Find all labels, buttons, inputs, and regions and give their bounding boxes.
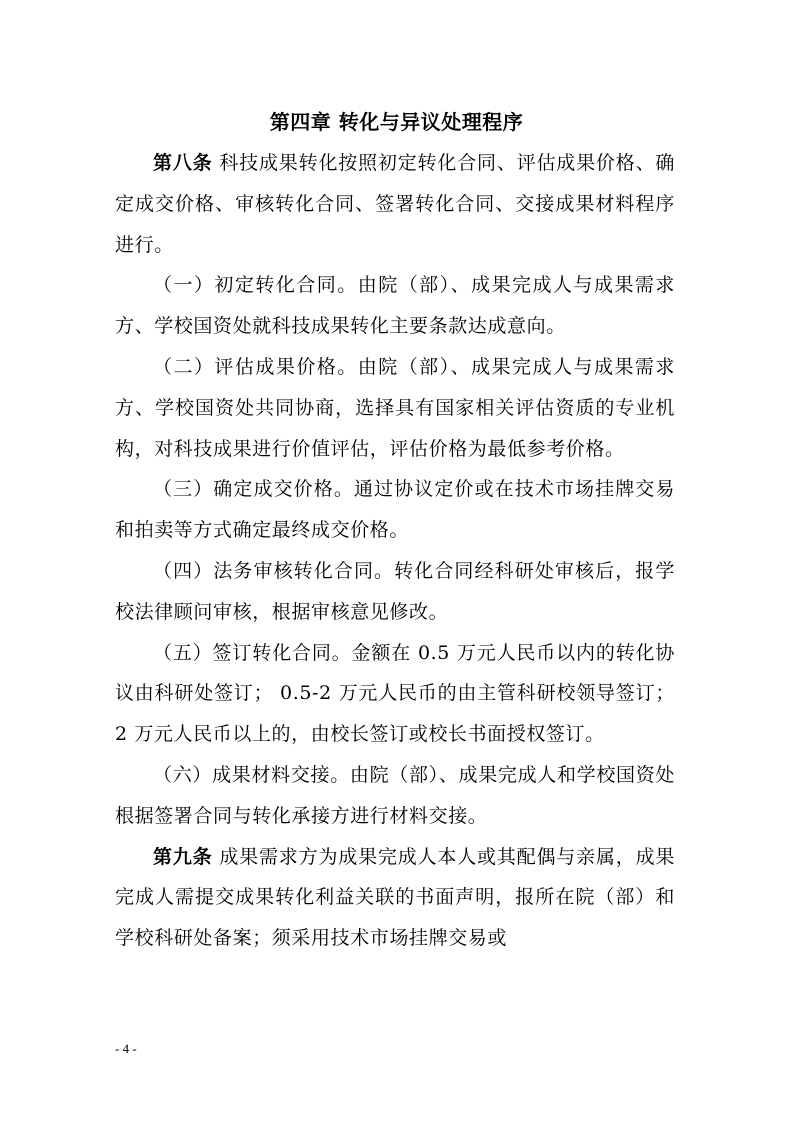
paragraph-text: 科技成果转化按照初定转化合同、评估成果价格、确定成交价格、审核转化合同、签署转化合同、交接成果材料程序进行。: [115, 152, 675, 256]
paragraph-text: （五）签订转化合同。金额在 0.5 万元人民币以内的转化协议由科研处签订； 0.5-2 万元人民币的由主管科研校领导签订； 2 万元人民币以上的，由校长签订或校长书面授权签订。: [115, 641, 675, 746]
clause-5-paragraph: [115, 633, 675, 755]
paragraph-text: 成果需求方为成果完成人本人或其配偶与亲属，成果完成人需提交成果转化利益关联的书面声明，报所在院（部）和学校科研处备案；须采用技术市场挂牌交易或: [115, 845, 675, 950]
paragraph-text: （一）初定转化合同。由院（部）、成果完成人与成果需求方、学校国资处就科技成果转化主要条款达成意向。: [115, 274, 675, 338]
paragraph-text: （四）法务审核转化合同。转化合同经科研处审核后，报学校法律顾问审核，根据审核意见修改。: [115, 559, 675, 623]
clause-2-paragraph: [115, 347, 675, 469]
paragraph-text: （三）确定成交价格。通过协议定价或在技术市场挂牌交易和拍卖等方式确定最终成交价格。: [115, 478, 675, 542]
article-label: 第八条: [153, 152, 213, 174]
page-number: - 4 -: [115, 1041, 137, 1056]
article-9-paragraph: [115, 837, 675, 959]
clause-6-paragraph: [115, 755, 675, 837]
paragraph-text: （二）评估成果价格。由院（部）、成果完成人与成果需求方、学校国资处共同协商，选择具有国家相关评估资质的专业机构，对科技成果进行价值评估，评估价格为最低参考价格。: [115, 355, 675, 460]
clause-1-paragraph: [115, 265, 675, 347]
paragraph-text: （六）成果材料交接。由院（部）、成果完成人和学校国资处根据签署合同与转化承接方进行材料交接。: [115, 763, 675, 827]
article-8-paragraph: [115, 143, 675, 265]
clause-3-paragraph: [115, 469, 675, 551]
document-body: [115, 143, 675, 959]
clause-4-paragraph: [115, 551, 675, 633]
article-label: 第九条: [153, 845, 213, 868]
chapter-title: 第四章 转化与异议处理程序: [269, 110, 524, 134]
